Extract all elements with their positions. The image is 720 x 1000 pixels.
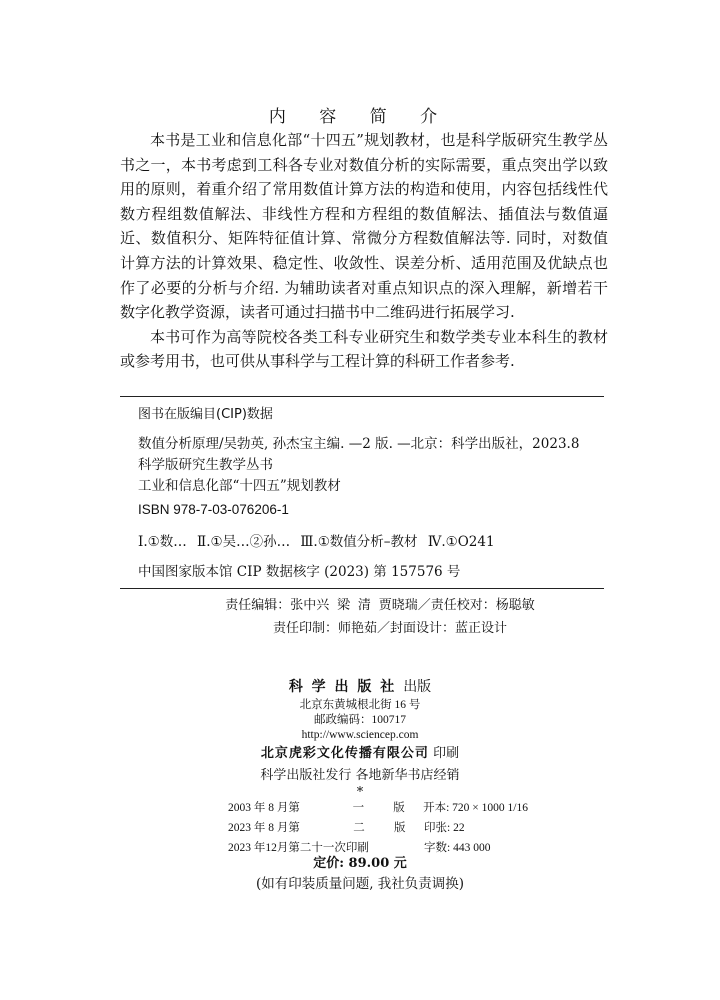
edition-type: 版: [393, 802, 405, 814]
separator-star: *: [356, 785, 364, 800]
quality-note: (如有印装质量问题, 我社负责调换): [255, 876, 465, 892]
edition-number: 一: [352, 802, 365, 814]
cip-classification: Ⅰ.①数… Ⅱ.①吴…②孙… Ⅲ.①数值分析–教材 Ⅳ.①O241: [138, 534, 495, 550]
edition-detail: 印张: 22: [424, 822, 465, 834]
publisher-suffix: 出版: [403, 679, 432, 695]
edition-detail: 字数: 443 000: [424, 842, 491, 854]
printer-line: [0, 743, 720, 765]
edition-number: 二: [353, 822, 365, 834]
distribution-line: 科学出版社发行 各地新华书店经销: [260, 768, 460, 783]
cip-heading: 图书在版编目(CIP)数据: [138, 407, 273, 422]
cip-record-number: 中国图家版本馆 CIP 数据核字 (2023) 第 157576 号: [138, 564, 461, 580]
publisher-line: [0, 676, 720, 698]
edition-date: 2023 年 8 月第: [228, 822, 300, 834]
edition-type: 版: [394, 822, 406, 834]
credits-editors: 责任编辑：张中兴 梁 清 贾晓瑞／责任校对：杨聪敏: [225, 598, 535, 613]
publisher-address: 北京东黄城根北街 16 号: [299, 699, 421, 711]
edition-row: [228, 818, 528, 838]
cip-block: [120, 396, 604, 589]
credits-production: 责任印制：师艳茹／封面设计：蓝正设计: [272, 621, 507, 636]
price: 定价: 89.00 元: [313, 856, 407, 871]
imprint-block: [0, 676, 720, 799]
edition-date: 2003 年 8 月第: [228, 802, 300, 814]
cip-line-title: 数值分析原理/吴勃英, 孙杰宝主编. —2 版. —北京：科学出版社，2023.8: [138, 436, 580, 452]
publisher-postcode: 邮政编码：100717: [314, 714, 406, 726]
edition-table: [228, 798, 528, 858]
cip-isbn: ISBN 978-7-03-076206-1: [138, 502, 289, 517]
intro-section: [120, 128, 608, 374]
publisher-name: 科 学 出 版 社: [288, 679, 397, 695]
publisher-website: http://www.sciencep.com: [301, 729, 419, 741]
intro-paragraph-2: 本书可作为高等院校各类工科专业研究生和数学类专业本科生的教材或参考用书，也可供从事科学与工程计算的科研工作者参考.: [120, 327, 608, 371]
edition-date: 2023 年12月第二十一次印刷: [228, 842, 369, 854]
edition-detail: 开本: 720 × 1000 1/16: [423, 802, 528, 814]
credits-block: [0, 594, 720, 640]
intro-title: 内 容 简 介: [268, 107, 452, 127]
cip-line-plan: 工业和信息化部“十四五”规划教材: [138, 478, 341, 494]
edition-row: [228, 798, 528, 818]
printer-name: 北京虎彩文化传播有限公司: [260, 746, 429, 761]
cip-line-series: 科学版研究生教学丛书: [138, 457, 273, 473]
intro-paragraph-1: 本书是工业和信息化部“十四五”规划教材，也是科学版研究生教学丛书之一，本书考虑到工科各专业对数值分析的实际需要，重点突出学以致用的原则，着重介绍了常用数值计算方法的构造和使用，内容包括线性代数方程组数值解法、非线性方程和方程组的数值解法、插值法与数值逼近、数值积分、矩阵特征值计算、常微分方程数值解法等. 同时，对数值计算方法的计算效果、稳定性、收敛性、误差分析、适用范围及优缺点也作了必要的分析与介绍. 为辅助读者对重点知识点的深入理解，新增若干数字化教学资源，读者可通过扫描书中二维码进行拓展学习.: [120, 131, 608, 322]
printer-suffix: 印刷: [433, 746, 460, 761]
